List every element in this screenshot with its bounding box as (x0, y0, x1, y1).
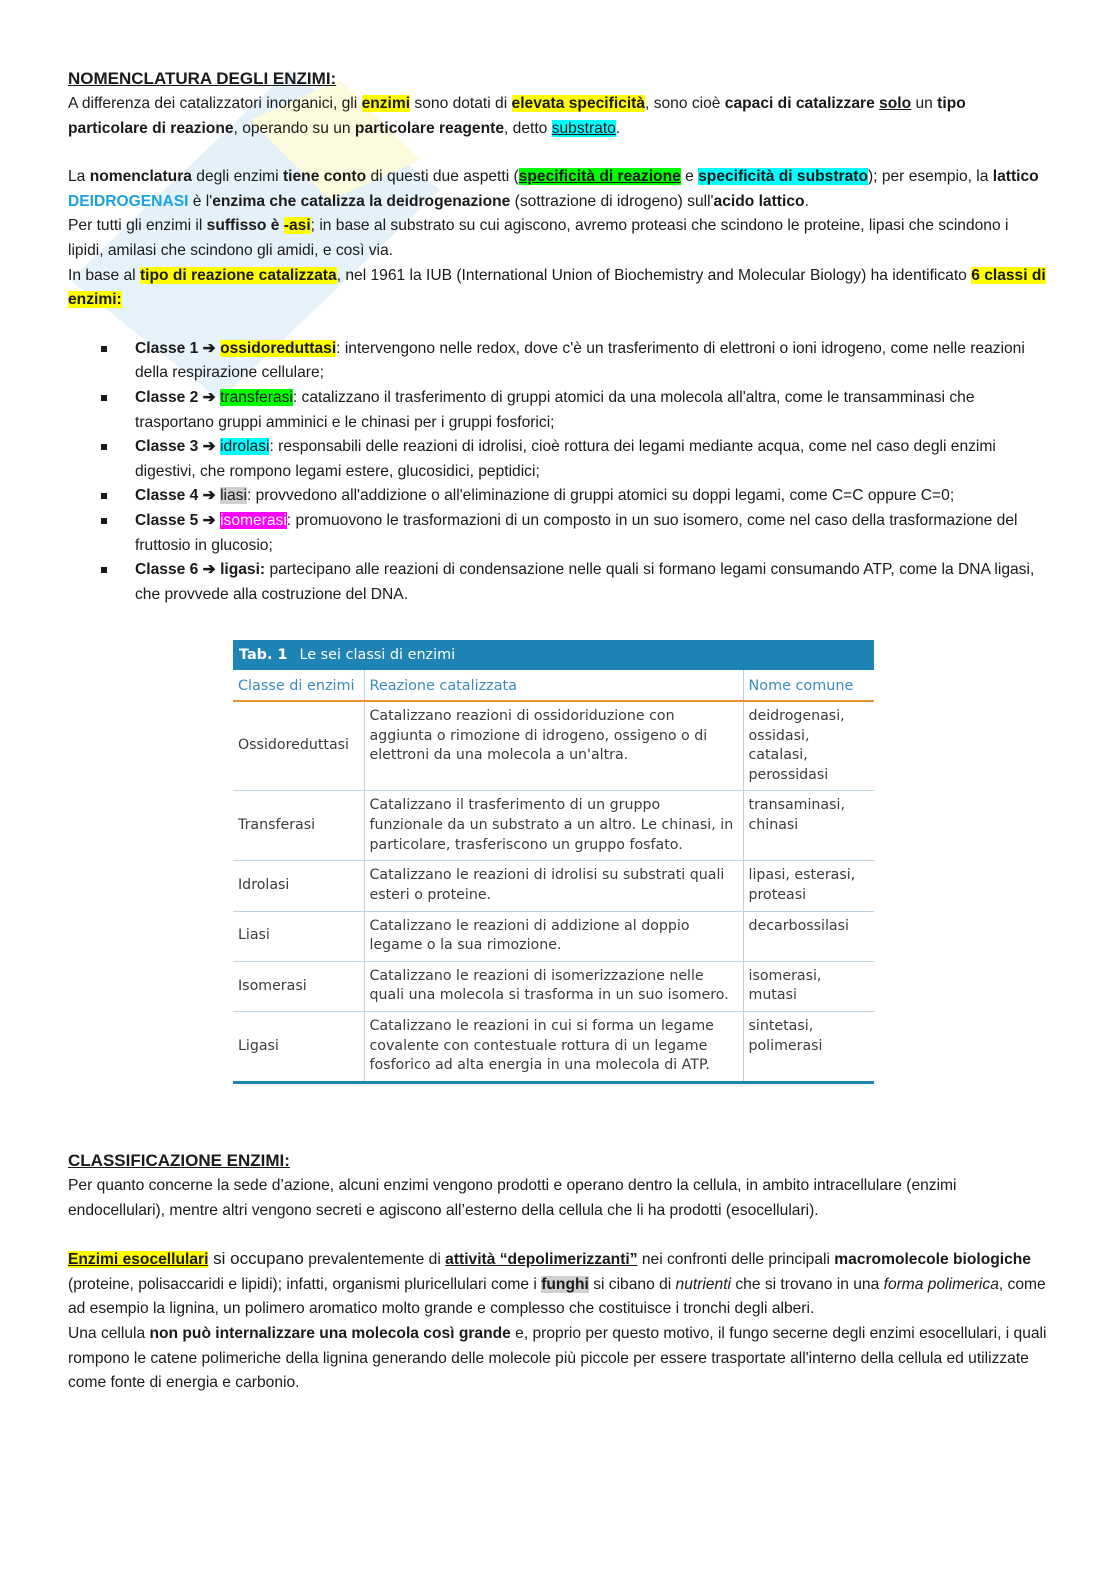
text: . (615, 119, 621, 137)
text: che si trovano in una (731, 1275, 884, 1293)
italic-forma-polimerica: forma polimerica (883, 1275, 999, 1293)
list-item (68, 386, 1048, 435)
text: , detto (504, 119, 552, 137)
bold-suffisso: suffisso è (206, 217, 284, 235)
blue-deidrogenasi: DEIDROGENASI (68, 192, 189, 210)
text: La (68, 168, 90, 186)
highlight-enzimi: enzimi (361, 95, 411, 112)
bold-lattico: lattico (992, 168, 1039, 186)
table-cell: Ossidoreduttasi (233, 701, 364, 791)
table-cell: Catalizzano le reazioni in cui si forma un legame covalente con contestuale rottura di un legame fosforico ad alta energia in una molecola di ATP. (364, 1011, 743, 1082)
bold-solo: solo (879, 95, 912, 112)
list-item (68, 509, 1048, 558)
text: e (680, 168, 699, 186)
italic-nutrienti: nutrienti (675, 1275, 732, 1293)
class-name: ligasi: (220, 561, 266, 579)
column-header: Reazione catalizzata (364, 670, 743, 701)
table-cell: Catalizzano reazioni di ossidoriduzione con aggiunta o rimozione di idrogeno, ossigeno o di elettroni da una molecola a un'altra. (364, 701, 743, 791)
table-cell: sintetasi, polimerasi (743, 1011, 874, 1082)
bold-acido-lattico: acido lattico (713, 192, 805, 210)
highlight-specificita-substrato: specificità di substrato (698, 168, 868, 186)
table-cell: Idrolasi (233, 861, 364, 911)
table-header-row (233, 670, 874, 701)
table-cell: Catalizzano le reazioni di idrolisi su substrati quali esteri o proteine. (364, 861, 743, 911)
class-description: : responsabili delle reazioni di idrolisi, cioè rottura dei legami mediante acqua, come nel caso degli enzimi digestivi, che rompono legami estere, glucosidici, peptidici; (135, 438, 996, 480)
table-title: Le sei classi di enzimi (299, 647, 456, 663)
table-cell: Catalizzano le reazioni di isomerizzazione nelle quali una molecola si trasforma in un suo isomero. (364, 961, 743, 1011)
bold-macromolecole: macromolecole biologiche (834, 1251, 1031, 1269)
paragraph-esocellulari (68, 1247, 1048, 1322)
bold-non-puo-internalizzare: non può internalizzare una molecola così grande (149, 1324, 511, 1342)
bold-tipo: tipo particolare di reazione (68, 95, 966, 137)
highlight-funghi: funghi (541, 1275, 589, 1293)
text: , sono cioè (645, 95, 725, 112)
highlight-enzimi-esocellulari: Enzimi esocellulari (68, 1251, 209, 1269)
text: A differenza dei catalizzatori inorganici, gli (68, 95, 362, 112)
paragraph-cellula (68, 1322, 1048, 1396)
arrow-icon: ➔ (202, 438, 216, 456)
bold-enzima: enzima che catalizza la deidrogenazione (212, 192, 511, 210)
table-cell: Catalizzano il trasferimento di un gruppo funzionale da un substrato a un altro. Le chinasi, in particolare, trasferiscono un gruppo fosfato. (364, 791, 743, 861)
table-row (233, 911, 874, 961)
class-name: idrolasi (220, 438, 270, 456)
bold-tiene-conto: tiene conto (282, 168, 367, 186)
text: e, proprio per questo motivo, il fungo secerne degli enzimi esocellulari, i quali rompono le catene polimeriche della lignina generando delle molecole più piccole per essere trasportate all'interno della cellula ed utilizzate come fonte di energia e carbonio. (68, 1324, 1047, 1392)
table-row (233, 861, 874, 911)
text: sono dotati di (410, 95, 512, 112)
text: Per tutti gli enzimi il (68, 217, 207, 235)
table-cell: deidrogenasi, ossidasi, catalasi, perossidasi (743, 701, 874, 791)
highlight-asi: -asi (283, 217, 311, 235)
table-row (233, 791, 874, 861)
text: si cibano di (588, 1275, 676, 1293)
enzyme-classes-table (233, 640, 874, 1084)
class-name: transferasi (220, 388, 293, 406)
bullet-icon (101, 493, 107, 499)
class-label: Classe 1 (135, 339, 199, 357)
enzyme-class-list (68, 337, 1048, 608)
table-cell: Transferasi (233, 791, 364, 861)
bullet-icon (101, 444, 107, 450)
class-description: : catalizzano il trasferimento di gruppi atomici da una molecola all'altra, come le transamminasi che trasportano gruppi amminici e le chinasi per i gruppi fosforici; (135, 388, 975, 431)
class-description: : intervengono nelle redox, dove c'è un trasferimento di elettroni o ioni idrogeno, come nelle reazioni della respirazione cellulare; (135, 339, 1025, 382)
table-cell: lipasi, esterasi, proteasi (743, 861, 874, 911)
class-description: : provvedono all'addizione o all'eliminazione di gruppi atomici su doppi legami, come C=C oppure C=0; (246, 487, 955, 505)
table-cell: decarbossilasi (743, 911, 874, 961)
paragraph-intro (68, 92, 1048, 141)
text: è l' (188, 192, 213, 210)
heading-nomenclatura: NOMENCLATURA DEGLI ENZIMI: (68, 69, 337, 88)
highlight-specificita-reazione: specificità di reazione (518, 168, 681, 186)
text: . (804, 192, 809, 210)
highlight-tipo-reazione: tipo di reazione catalizzata (139, 266, 337, 284)
text: Una cellula (68, 1324, 150, 1342)
highlight-elevata-specificita: elevata specificità (511, 95, 646, 112)
paragraph-suffisso (68, 214, 1048, 263)
table-number: Tab. 1 (239, 647, 288, 663)
paragraph-sede-azione: Per quanto concerne la sede d’azione, alcuni enzimi vengono prodotti e operano dentro la cellula, in ambito intracellulare (enzimi endocellulari), mentre altri vengono secreti e agiscono all’esterno della cellula che li ha prodotti (esocellulari). (68, 1177, 957, 1219)
text: di questi due aspetti ( (366, 168, 519, 186)
table-cell: Isomerasi (233, 961, 364, 1011)
table-cell: Catalizzano le reazioni di addizione al doppio legame o la sua rimozione. (364, 911, 743, 961)
arrow-icon: ➔ (202, 388, 216, 406)
text: si occupano (208, 1249, 304, 1269)
class-label: Classe 4 (135, 487, 199, 505)
table-row (233, 961, 874, 1011)
table-row (233, 701, 874, 791)
highlight-substrato: substrato (551, 119, 616, 137)
list-item (68, 337, 1048, 386)
arrow-icon: ➔ (202, 511, 216, 529)
bullet-icon (101, 518, 107, 524)
list-item (68, 484, 1048, 509)
arrow-icon: ➔ (202, 339, 216, 357)
table-cell: Liasi (233, 911, 364, 961)
column-header: Classe di enzimi (233, 670, 364, 701)
arrow-icon: ➔ (202, 487, 216, 505)
table-cell: transaminasi, chinasi (743, 791, 874, 861)
paragraph-nomenclatura (68, 165, 1048, 214)
bold-capaci: capaci di catalizzare (724, 95, 880, 112)
text: (proteine, polisaccaridi e lipidi); infatti, organismi pluricellulari come i (68, 1275, 542, 1293)
text: nei confronti delle principali (637, 1251, 835, 1269)
table-cell: isomerasi, mutasi (743, 961, 874, 1011)
column-header: Nome comune (743, 670, 874, 701)
text: prevalentemente di (303, 1251, 446, 1269)
class-label: Classe 3 (135, 438, 199, 456)
class-name: liasi (220, 487, 247, 505)
paragraph-iub (68, 264, 1048, 313)
class-description: partecipano alle reazioni di condensazione nelle quali si formano legami consumando ATP, come la DNA ligasi, che provvede alla costruzione del DNA. (135, 561, 1035, 603)
table-row (233, 1011, 874, 1082)
table-cell: Ligasi (233, 1011, 364, 1082)
text: un (911, 95, 938, 112)
bullet-icon (101, 567, 107, 573)
heading-classificazione: CLASSIFICAZIONE ENZIMI: (68, 1151, 290, 1170)
bullet-icon (101, 346, 107, 352)
text: In base al (68, 266, 140, 284)
bullet-icon (101, 395, 107, 401)
bold-reagente: particolare reagente (354, 119, 504, 137)
text: degli enzimi (191, 168, 283, 186)
text: (sottrazione di idrogeno) sull' (510, 192, 714, 210)
class-description: : promuovono le trasformazioni di un composto in un suo isomero, come nel caso della trasformazione del fruttosio in glucosio; (135, 511, 1018, 554)
class-label: Classe 5 (135, 511, 199, 529)
highlight-6-classi: 6 classi di enzimi: (68, 266, 1046, 309)
text: , operando su un (233, 119, 355, 137)
list-item (68, 435, 1048, 484)
table-title-bar (233, 640, 874, 670)
text: , nel 1961 la IUB (International Union of Biochemistry and Molecular Biology) ha identificato (336, 266, 972, 284)
class-name: ossidoreduttasi (220, 339, 337, 357)
text: , come ad esempio la lignina, un polimero aromatico molto grande e complesso che costituisce i tronchi degli alberi. (68, 1275, 1046, 1318)
class-name: isomerasi (220, 511, 287, 529)
class-label: Classe 6 (135, 561, 199, 579)
list-item (68, 558, 1048, 607)
document-page (68, 66, 1048, 607)
table (233, 670, 874, 1084)
text: ; in base al substrato su cui agiscono, avremo proteasi che scindono le proteine, lipasi che scindono i lipidi, amilasi che scindono gli amidi, e così via. (68, 217, 1009, 259)
document-page-lower (68, 1148, 1048, 1396)
bold-nomenclatura: nomenclatura (89, 168, 192, 186)
text: ); per esempio, la (867, 168, 993, 186)
class-label: Classe 2 (135, 388, 199, 406)
bold-attivita-depolimerizzanti: attività “depolimerizzanti” (445, 1251, 638, 1269)
arrow-icon: ➔ (202, 561, 216, 579)
